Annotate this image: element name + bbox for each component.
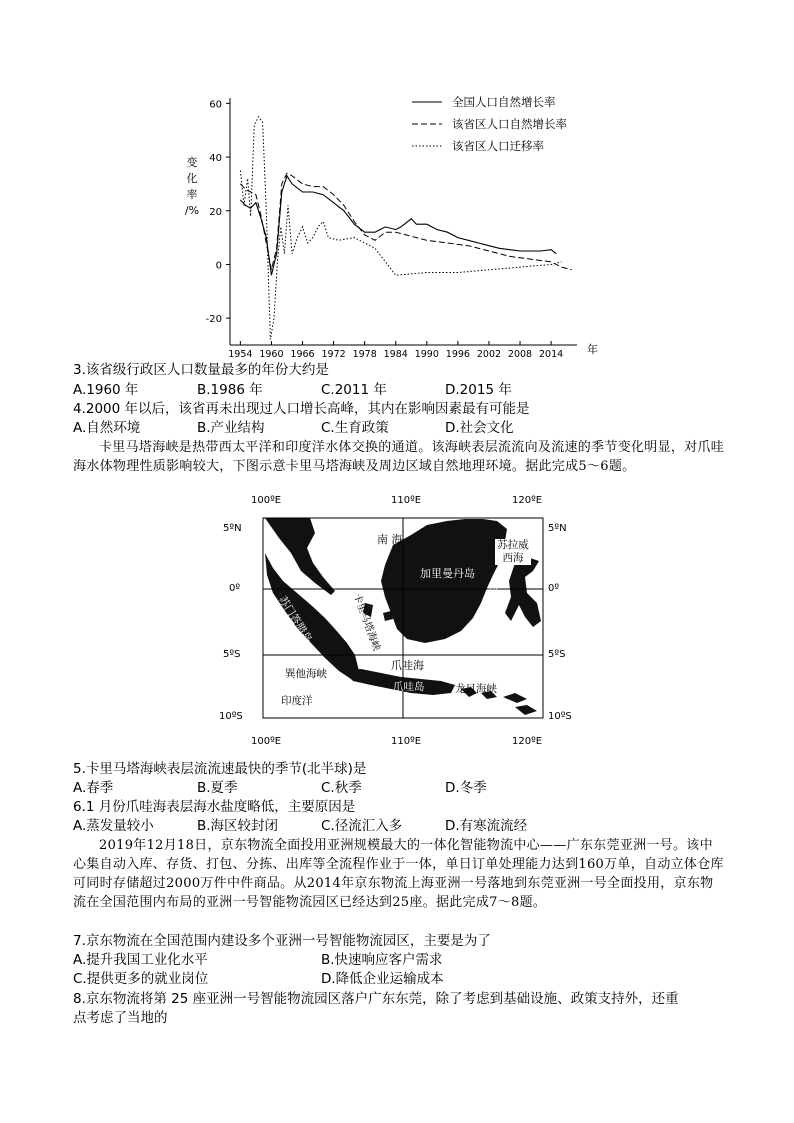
label-indian-ocean: 印度洋 [281, 695, 313, 707]
map-labels [215, 493, 572, 753]
lon-label-110e: 110ºE [391, 495, 422, 506]
x-tick-label: 1996 [445, 349, 470, 358]
lat-label-0: 0º [229, 583, 241, 594]
lon-label-120e: 120ºE [512, 495, 543, 506]
q6-option-d[interactable]: D.有寒流流经 [445, 818, 528, 834]
y-tick-label: 20 [209, 206, 222, 218]
label-makassar-strait: 望加锡海峡 [485, 584, 512, 636]
question-3-stem: 3.该省级行政区人口数量最多的年份大约是 [73, 362, 329, 378]
q5-option-b[interactable]: B.夏季 [197, 780, 238, 796]
lat-label-5n: 5ºN [223, 523, 242, 534]
q5-option-c[interactable]: C.秋季 [321, 780, 362, 796]
question-8-stem-line2: 点考虑了当地的 [73, 1010, 168, 1026]
label-lombok-strait: 龙目海峡 [455, 683, 497, 695]
q3-option-b[interactable]: B.1986 年 [197, 382, 263, 398]
lon-label-120e-bottom: 120ºE [512, 736, 543, 747]
y-axis-label-part: 变 [186, 156, 198, 169]
x-tick-label: 1990 [414, 349, 439, 358]
lon-label-100e: 100ºE [251, 495, 282, 506]
passage-jd-logistics: 2019年12月18日，京东物流全面投用亚洲规模最大的一体化智能物流中心——广东东莞亚洲一号。该中心集自动入库、存货、打包、分拣、出库等全流程作业于一体，单日订单处理能力达到160万单，自动立体仓库可同时存储超过2000万件中件商品。从2014年京东物流上海亚洲一号落地到东莞亚洲一号全面投用，京东物流在全国范围内布局的亚洲一号智能物流园区已经达到25座。据此完成7～8题。 [73, 838, 724, 910]
q4-option-d[interactable]: D.社会文化 [445, 420, 514, 436]
legend-label-1: 全国人口自然增长率 [452, 95, 556, 109]
lat-label-10s: 10ºS [219, 711, 243, 722]
y-axis-label-part: 率 [186, 188, 198, 201]
y-tick-label: 60 [209, 99, 222, 111]
label-kalimantan: 加里曼丹岛 [420, 567, 475, 580]
question-5-stem: 5.卡里马塔海峡表层流流速最快的季节(北半球)是 [73, 761, 367, 777]
label-south-china-sea: 南 海 [377, 533, 403, 546]
q6-option-c[interactable]: C.径流汇入多 [321, 818, 403, 834]
label-sulawesi-sea: 苏拉威 西海 [495, 539, 531, 565]
question-4-stem: 4.2000 年以后，该省再未出现过人口增长高峰，其内在影响因素最有可能是 [73, 401, 530, 417]
lat-label-5s-right: 5ºS [548, 649, 566, 660]
lat-label-10s-right: 10ºS [548, 711, 572, 722]
q3-option-d[interactable]: D.2015 年 [445, 382, 512, 398]
lat-label-5s: 5ºS [223, 649, 241, 660]
x-tick-label: 2008 [507, 349, 533, 358]
y-axis-label-part: 化 [186, 172, 198, 185]
y-tick-label: -20 [205, 314, 222, 326]
y-tick-label: 0 [215, 260, 222, 272]
q3-option-a[interactable]: A.1960 年 [73, 382, 139, 398]
label-java-island: 爪哇岛 [393, 681, 425, 693]
x-tick-label: 1966 [290, 349, 315, 358]
x-tick-label: 1978 [352, 349, 377, 358]
y-tick-label: 40 [209, 153, 222, 165]
legend-label-2: 该省区人口自然增长率 [452, 117, 567, 131]
x-tick-label: 2014 [539, 349, 564, 358]
x-tick-label: 1972 [321, 349, 346, 358]
lon-label-110e-bottom: 110ºE [391, 736, 422, 747]
x-tick-label: 1984 [383, 349, 408, 358]
q7-option-d[interactable]: D.降低企业运输成本 [321, 971, 444, 987]
legend-label-3: 该省区人口迁移率 [452, 139, 544, 153]
q3-option-c[interactable]: C.2011 年 [321, 382, 387, 398]
q6-option-b[interactable]: B.海区较封闭 [197, 818, 279, 834]
lat-label-0-right: 0º [548, 583, 560, 594]
q4-option-c[interactable]: C.生育政策 [321, 420, 389, 436]
x-axis-label: 年 [587, 343, 598, 356]
series-line-1 [240, 176, 556, 275]
label-sunda-strait: 巽他海峡 [285, 668, 327, 680]
passage-karimata: 卡里马塔海峡是热带西太平洋和印度洋水体交换的通道。该海峡表层流流向及流速的季节变化明显，对爪哇海水体物理性质影响较大，下图示意卡里马塔海峡及周边区域自然地理环境。据此完成5～6题。 [73, 440, 725, 474]
lon-label-100e-bottom: 100ºE [251, 736, 282, 747]
series-line-2 [240, 173, 571, 270]
q6-option-a[interactable]: A.蒸发量较小 [73, 818, 154, 834]
y-axis-label-part: /% [184, 204, 200, 217]
q7-option-b[interactable]: B.快速响应客户需求 [321, 952, 443, 968]
x-tick-label: 2002 [476, 349, 502, 358]
q4-option-a[interactable]: A.自然环境 [73, 420, 141, 436]
q5-option-d[interactable]: D.冬季 [445, 780, 487, 796]
label-java-sea: 爪哇海 [391, 659, 424, 672]
q7-option-c[interactable]: C.提供更多的就业岗位 [73, 971, 209, 987]
question-7-stem: 7.京东物流在全国范围内建设多个亚洲一号智能物流园区，主要是为了 [73, 933, 491, 949]
lat-label-5n-right: 5ºN [548, 523, 567, 534]
q4-option-b[interactable]: B.产业结构 [197, 420, 265, 436]
q5-option-a[interactable]: A.春季 [73, 780, 114, 796]
label-karimata-strait: 卡里马塔海峡 [350, 592, 382, 653]
question-8-stem-line1: 8.京东物流将第 25 座亚洲一号智能物流园区落户广东东莞，除了考虑到基础设施、政策支持外，还重 [73, 991, 679, 1007]
question-6-stem: 6.1 月份爪哇海表层海水盐度略低，主要原因是 [73, 799, 356, 815]
q7-option-a[interactable]: A.提升我国工业化水平 [73, 952, 208, 968]
label-sumatra: 苏门答腊岛 [276, 594, 315, 645]
x-tick-label: 1960 [259, 349, 284, 358]
population-line-chart [180, 90, 610, 358]
x-tick-label: 1954 [228, 349, 253, 358]
